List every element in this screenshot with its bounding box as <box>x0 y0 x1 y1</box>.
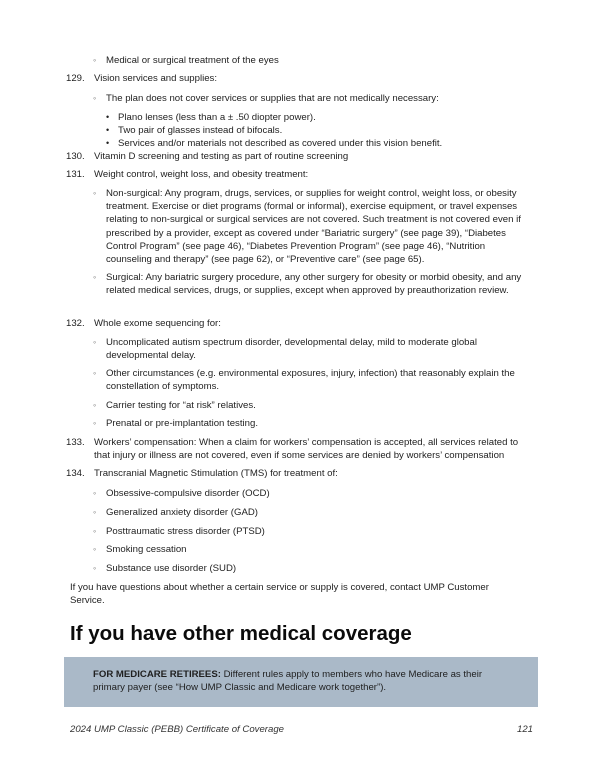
item-number: 132. <box>66 318 85 329</box>
list-item: The plan does not cover services or supplies that are not medically necessary: <box>106 93 439 104</box>
list-item: Smoking cessation <box>106 544 187 555</box>
list-item: Medical or surgical treatment of the eyes <box>106 55 279 66</box>
sub-bullet-marker: ◦ <box>93 337 97 347</box>
sub-bullet-marker: ◦ <box>93 526 97 536</box>
sub-bullet-marker: ◦ <box>93 400 97 410</box>
item-number: 131. <box>66 169 85 180</box>
item-text: Transcranial Magnetic Stimulation (TMS) for treatment of: <box>94 468 338 479</box>
sub-bullet-marker: ◦ <box>93 507 97 517</box>
list-item: Uncomplicated autism spectrum disorder, developmental delay, mild to moderate global developmental delay. <box>106 337 477 362</box>
sub-bullet-marker: ◦ <box>93 544 97 554</box>
sub-bullet-marker: ◦ <box>93 488 97 498</box>
list-item: Substance use disorder (SUD) <box>106 563 237 574</box>
list-item: Surgical: Any bariatric surgery procedure, any other surgery for obesity or morbid obesity, and any related medical services, drugs, or supplies, except when approved by preauthorization review. <box>106 272 522 297</box>
bullet-item: Two pair of glasses instead of bifocals. <box>118 125 283 136</box>
callout-text <box>93 668 513 695</box>
sub-bullet-marker: ◦ <box>93 368 97 378</box>
bullet-item: Plano lenses (less than a ± .50 diopter power). <box>118 112 316 123</box>
list-item: Non-surgical: Any program, drugs, services, or supplies for weight control, weight loss, or obesity treatment. Exercise or diet programs (formal or informal), exercise equipment, or travel expenses relating to non-surgical or surgical services are not covered. Such treatment is not covered even if prescribed by a provider, except as covered under “Bariatric surgery” (see page 39), “Diabetes Control Program” (see page 46), “Diabetes Prevention Program” (see page 46), “Nutrition counseling and therapy” (see page 62), or “Preventive care” (see page 65). <box>106 188 521 266</box>
list-item: Posttraumatic stress disorder (PTSD) <box>106 526 265 537</box>
bullet-marker: • <box>106 138 110 148</box>
sub-bullet-marker: ◦ <box>93 188 97 198</box>
list-item: Obsessive-compulsive disorder (OCD) <box>106 488 270 499</box>
item-text: Vitamin D screening and testing as part of routine screening <box>94 151 349 162</box>
list-item: Generalized anxiety disorder (GAD) <box>106 507 258 518</box>
item-text: Weight control, weight loss, and obesity treatment: <box>94 169 309 180</box>
item-text: Whole exome sequencing for: <box>94 318 221 329</box>
sub-bullet-marker: ◦ <box>93 272 97 282</box>
sub-bullet-marker: ◦ <box>93 93 97 103</box>
sub-bullet-marker: ◦ <box>93 563 97 573</box>
item-text: Vision services and supplies: <box>94 73 218 84</box>
list-item: Carrier testing for “at risk” relatives. <box>106 400 256 411</box>
callout-label: FOR MEDICARE RETIREES: <box>93 669 221 680</box>
sub-bullet-marker: ◦ <box>93 418 97 428</box>
bullet-marker: • <box>106 112 110 122</box>
bullet-item: Services and/or materials not described as covered under this vision benefit. <box>118 138 443 149</box>
closing-paragraph: If you have questions about whether a certain service or supply is covered, contact UMP Customer Service. <box>70 582 489 607</box>
item-text: Workers’ compensation: When a claim for workers’ compensation is accepted, all services related to that injury or illness are not covered, even if some services are denied by workers’ compensation <box>94 437 519 462</box>
bullet-marker: • <box>106 125 110 135</box>
item-number: 129. <box>66 73 85 84</box>
item-number: 130. <box>66 151 85 162</box>
footer-title: 2024 UMP Classic (PEBB) Certificate of Coverage <box>70 724 284 735</box>
item-number: 133. <box>66 437 85 448</box>
callout-body: Different rules apply to members who have Medicare as their primary payer (see “How UMP Classic and Medicare work together”). <box>93 669 483 694</box>
medicare-callout-box <box>64 657 538 707</box>
list-item: Prenatal or pre-implantation testing. <box>106 418 258 429</box>
item-number: 134. <box>66 468 85 479</box>
section-heading: If you have other medical coverage <box>70 622 412 645</box>
page-number: 121 <box>517 724 534 735</box>
sub-bullet-marker: ◦ <box>93 55 97 65</box>
list-item: Other circumstances (e.g. environmental exposures, injury, infection) that reasonably explain the constellation of symptoms. <box>106 368 515 393</box>
